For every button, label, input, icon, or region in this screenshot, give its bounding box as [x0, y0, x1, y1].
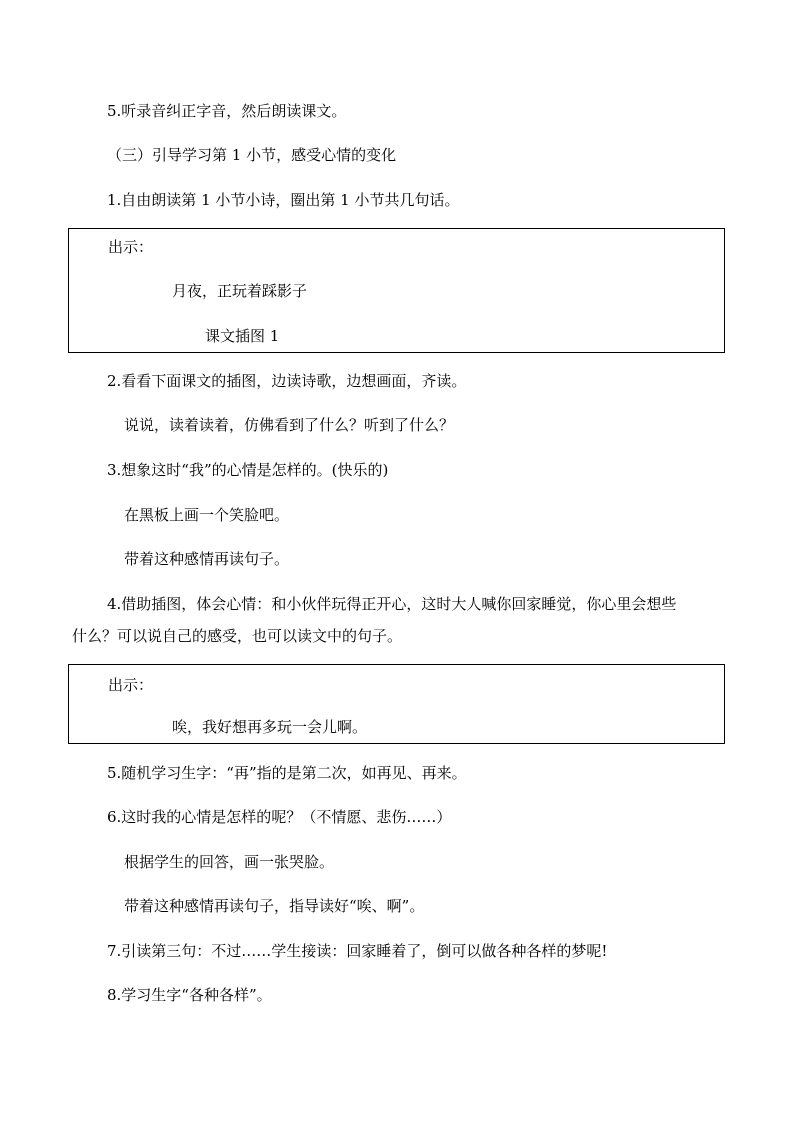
paragraph-say-what-seen: 说说，读着读着，仿佛看到了什么？听到了什么？	[124, 416, 455, 434]
paragraph-step-4-line-1: 4.借助插图，体会心情：和小伙伴玩得正开心，这时大人喊你回家睡觉，你心里会想些	[107, 595, 677, 613]
section-heading-3: （三）引导学习第 1 小节，感受心情的变化	[107, 146, 397, 164]
display-box-2	[68, 664, 725, 744]
display-box-2-label: 出示：	[108, 676, 154, 694]
paragraph-step-8-characters: 8.学习生字“各种各样”。	[107, 986, 272, 1004]
paragraph-read-with-feeling: 带着这种感情再读句子。	[124, 550, 290, 568]
paragraph-step-6-mood: 6.这时我的心情是怎样的呢？（不情愿、悲伤……）	[107, 808, 452, 826]
display-box-2-text: 唉，我好想再多玩一会儿啊。	[172, 718, 368, 736]
paragraph-step-2-illustration: 2.看看下面课文的插图，边读诗歌，边想画面，齐读。	[107, 372, 467, 390]
paragraph-step-5-listen: 5.听录音纠正字音，然后朗读课文。	[107, 102, 347, 120]
paragraph-step-3-imagine: 3.想象这时“我”的心情是怎样的。(快乐的)	[107, 461, 389, 479]
display-box-1-label: 出示：	[108, 238, 154, 256]
paragraph-step-5-character: 5.随机学习生字：“再”指的是第二次，如再见、再来。	[107, 764, 467, 782]
display-box-1	[68, 228, 725, 353]
paragraph-draw-smile: 在黑板上画一个笑脸吧。	[124, 506, 290, 524]
display-box-1-illustration-caption: 课文插图 1	[205, 327, 280, 345]
paragraph-step-7-lead-reading: 7.引读第三句：不过……学生接读：回家睡着了，倒可以做各种各样的梦呢!	[107, 942, 608, 960]
paragraph-guide-reading: 带着这种感情再读句子，指导读好“唉、啊”。	[124, 897, 425, 915]
paragraph-step-4-line-2: 什么？可以说自己的感受，也可以读文中的句子。	[72, 627, 403, 645]
display-box-1-text: 月夜，正玩着踩影子	[172, 282, 308, 300]
paragraph-step-1-read: 1.自由朗读第 1 小节小诗，圈出第 1 小节共几句话。	[107, 191, 460, 209]
paragraph-draw-crying-face: 根据学生的回答，画一张哭脸。	[124, 853, 335, 871]
